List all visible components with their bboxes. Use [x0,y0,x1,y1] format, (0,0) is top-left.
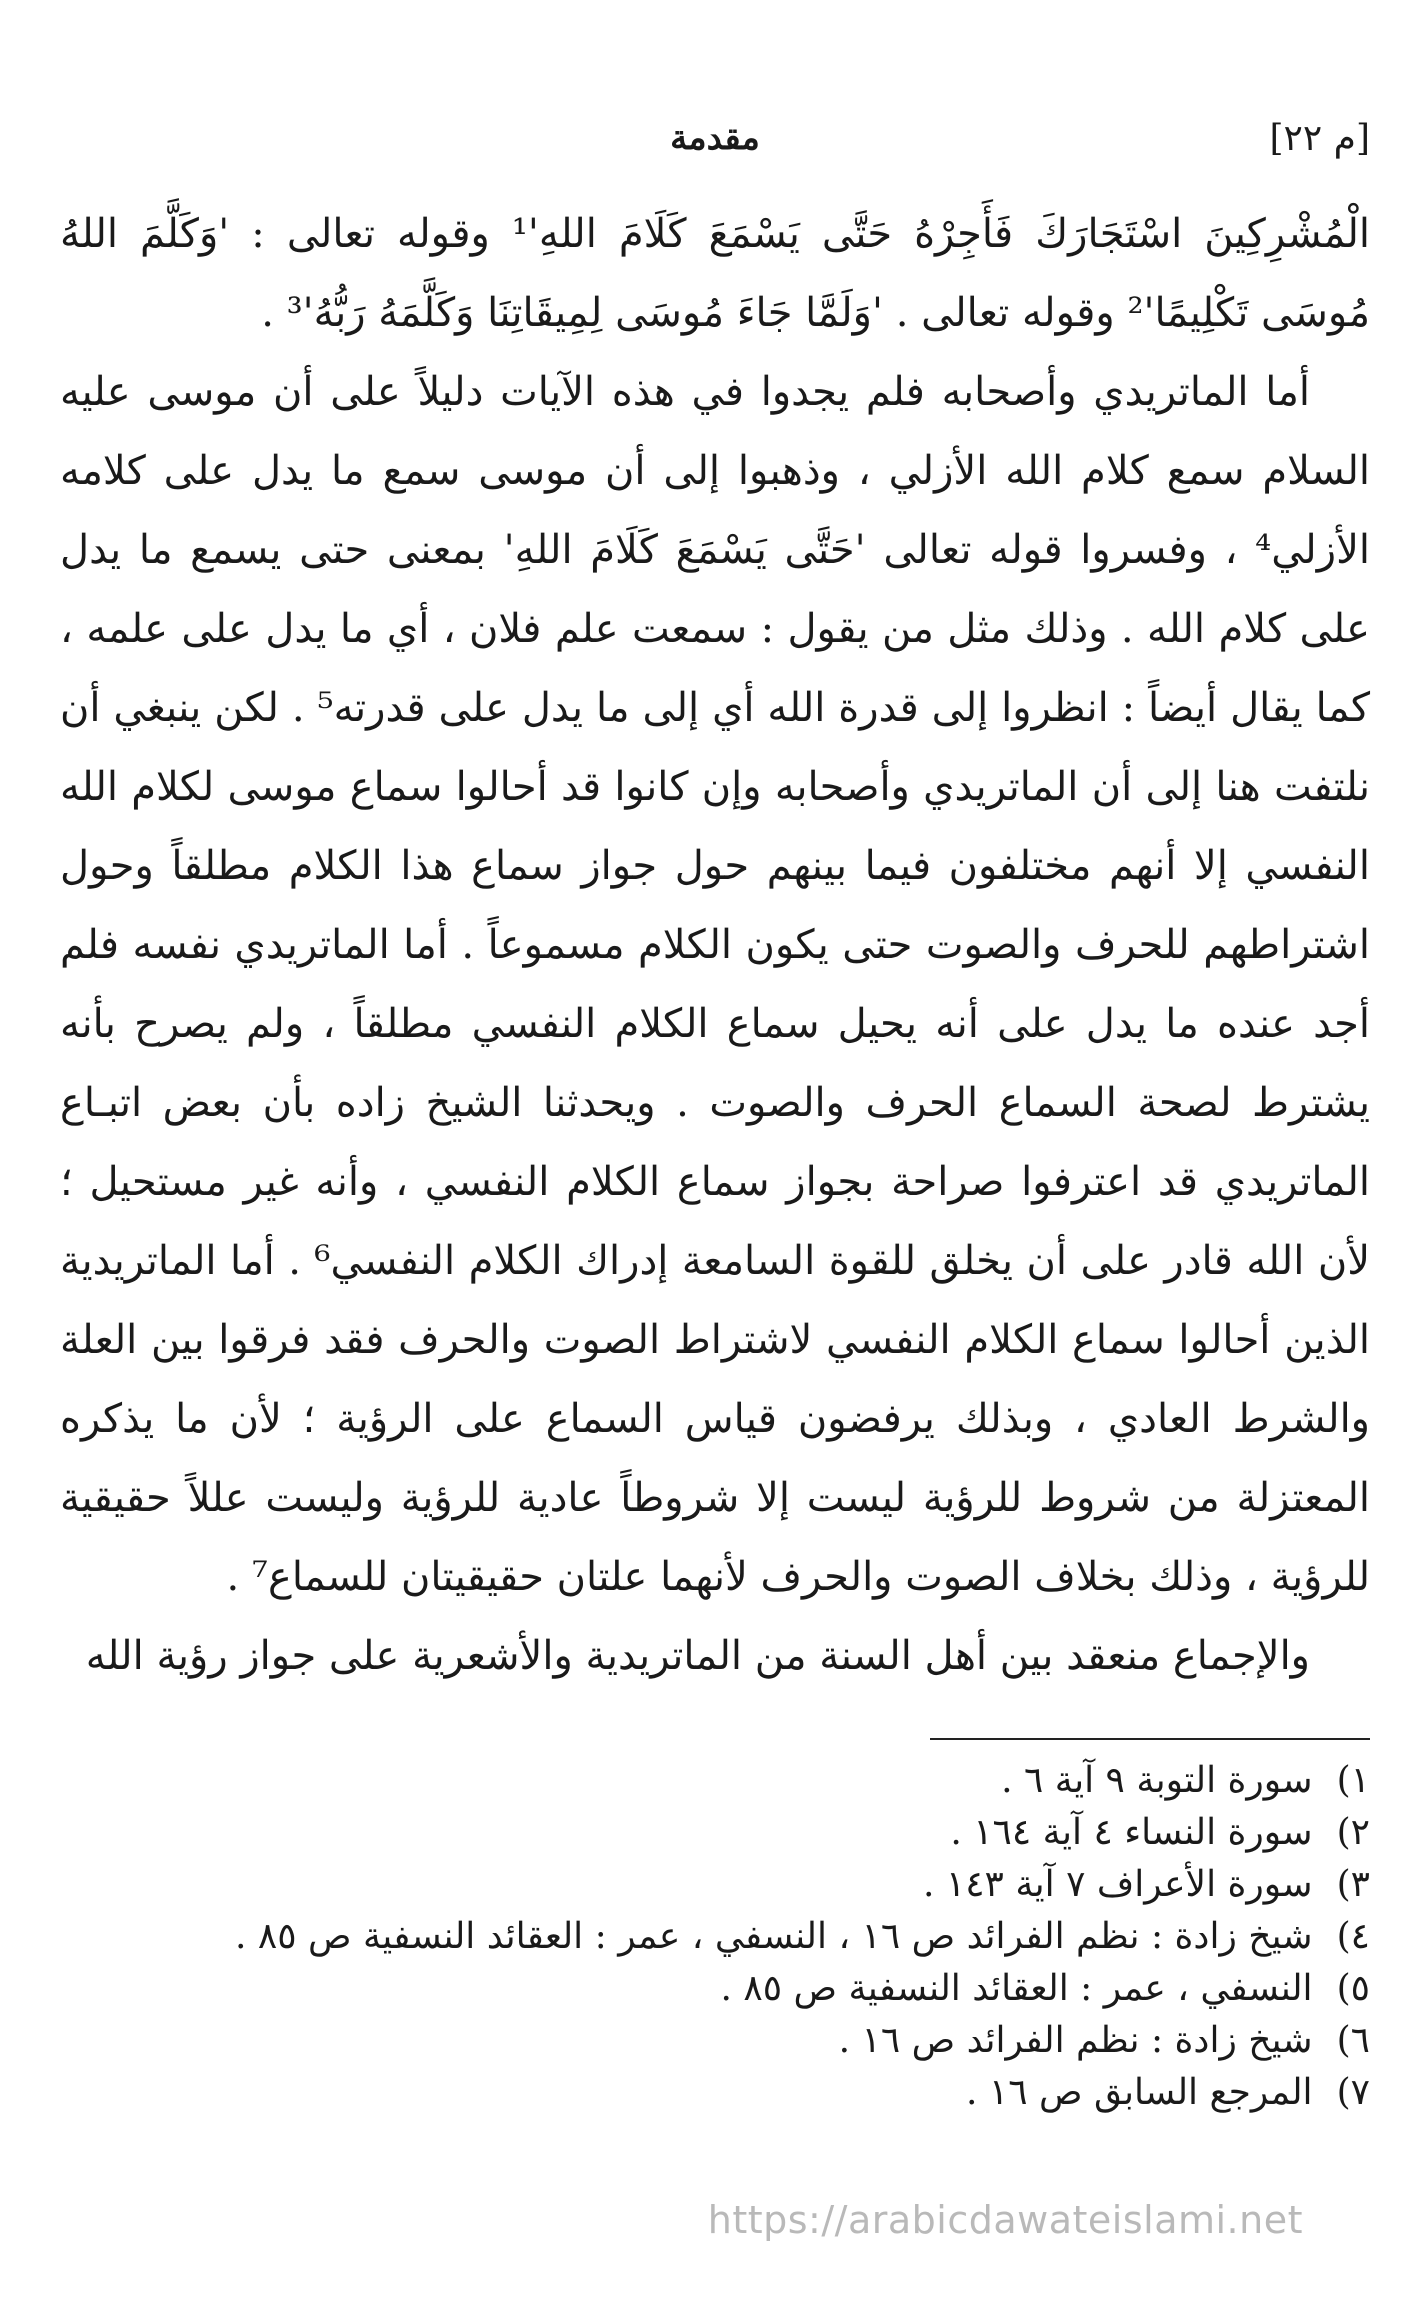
footnote-item [370,2067,1370,2119]
footnote-number: ٤) [1336,1916,1370,1957]
footnote-number: ٦) [1336,2020,1370,2061]
footnote-separator [930,1738,1370,1740]
main-text [60,195,1370,1696]
footnote-text: شيخ زادة : نظم الفرائد ص ١٦ ، النسفي ، عمر : العقائد النسفية ص ٨٥ . [235,1916,1313,1957]
paragraph-consensus: والإجماع منعقد بين أهل السنة من الماتريدية والأشعرية على جواز رؤية الله [85,1633,1310,1679]
footnote-item [370,1859,1370,1911]
footnote-number: ٣) [1336,1864,1370,1905]
footnote-item [370,2015,1370,2067]
footnote-number: ١) [1336,1760,1370,1801]
watermark-url: https://arabicdawateislami.net [707,2198,1303,2242]
footnote-text: النسفي ، عمر : العقائد النسفية ص ٨٥ . [720,1968,1313,2009]
footnote-number: ٥) [1336,1968,1370,2009]
page-header [60,118,1370,168]
page-number: [م ٢٢] [1269,118,1370,159]
paragraph-maturidi-view: أما الماتريدي وأصحابه فلم يجدوا في هذه الآيات دليلاً على أن موسى عليه السلام سمع كلام الله الأزلي ، وذهبوا إلى أن موسى سمع ما يدل على كلامه الأزلي⁴ ، وفسروا قوله تعالى 'حَتَّى يَسْمَعَ كَلَامَ اللهِ' بمعنى حتى يسمع ما يدل على كلام الله . وذلك مثل من يقول : سمعت علم فلان ، أي ما يدل على علمه ، كما يقال أيضاً : انظروا إلى قدرة الله أي إلى ما يدل على قدرته⁵ . لكن ينبغي أن نلتفت هنا إلى أن الماتريدي وأصحابه وإن كانوا قد أحالوا سماع موسى لكلام الله النفسي إلا أنهم مختلفون فيما بينهم حول جواز سماع هذا الكلام مطلقاً وحول اشتراطهم للحرف والصوت حتى يكون الكلام مسموعاً . أما الماتريدي نفسه فلم أجد عنده ما يدل على أنه يحيل سماع الكلام النفسي مطلقاً ، ولم يصرح بأنه يشترط لصحة السماع الحرف والصوت . ويحدثنا الشيخ زاده بأن بعض اتبـاع الماتريدي قد اعترفوا صراحة بجواز سماع الكلام النفسي ، وأنه غير مستحيل ؛ لأن الله قادر على أن يخلق للقوة السامعة إدراك الكلام النفسي⁶ . أما الماتريدية الذين أحالوا سماع الكلام النفسي لاشتراط الصوت والحرف فقد فرقوا بين العلة والشرط العادي ، وبذلك يرفضون قياس السماع على الرؤية ؛ لأن ما يذكره المعتزلة من شروط للرؤية ليست إلا شروطاً عادية للرؤية وليست عللاً حقيقية للرؤية ، وذلك بخلاف الصوت والحرف لأنهما علتان حقيقيتان للسماع⁷ . [60,369,1371,1600]
footnote-number: ٧) [1336,2072,1370,2113]
footnote-item [370,1807,1370,1859]
footnote-number: ٢) [1336,1812,1370,1853]
running-title: مقدمة [670,118,760,158]
footnote-text: سورة التوبة ٩ آية ٦ . [1001,1760,1313,1801]
footnote-text: المرجع السابق ص ١٦ . [965,2072,1313,2113]
footnote-text: سورة الأعراف ٧ آية ١٤٣ . [922,1864,1313,1905]
footnote-text: سورة النساء ٤ آية ١٦٤ . [950,1812,1313,1853]
footnote-item [370,1963,1370,2015]
footnote-item [370,1755,1370,1807]
footnotes-list [235,1755,1370,2119]
footnote-item [235,1911,1370,1963]
paragraph-quran-verses: الْمُشْرِكِينَ اسْتَجَارَكَ فَأَجِرْهُ حَتَّى يَسْمَعَ كَلَامَ اللهِ'¹ وقوله تعالى : 'وَكَلَّمَ اللهُ مُوسَى تَكْلِيمًا'² وقوله تعالى . 'وَلَمَّا جَاءَ مُوسَى لِمِيقَاتِنَا وَكَلَّمَهُ رَبُّهُ'³ . [60,211,1370,336]
footnote-text: شيخ زادة : نظم الفرائد ص ١٦ . [838,2020,1313,2061]
